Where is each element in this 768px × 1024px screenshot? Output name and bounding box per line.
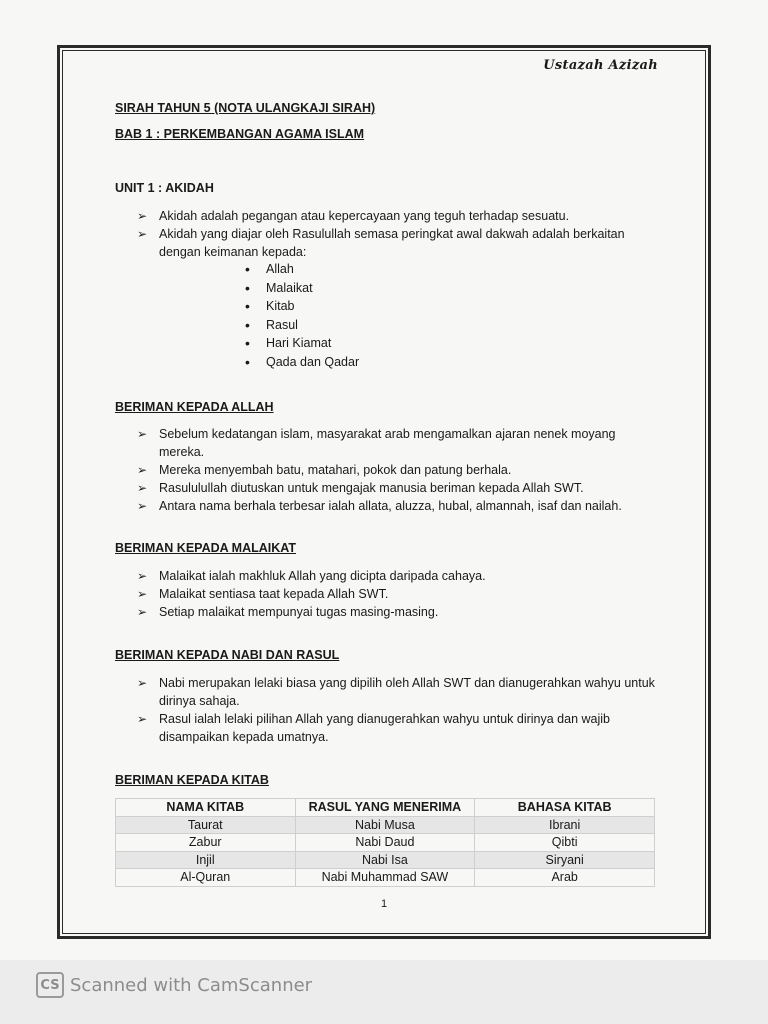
- list-item: ➢ Rasul ialah lelaki pilihan Allah yang dianugerahkan wahyu untuk dirinya dan wajib disampaikan kepada umatnya.: [137, 710, 657, 746]
- iman-pillars-list: [245, 260, 359, 371]
- table-cell: Arab: [475, 869, 655, 887]
- list-item: ➢ Malaikat ialah makhluk Allah yang dicipta daripada cahaya.: [137, 567, 657, 585]
- chapter-heading: BAB 1 : PERKEMBANGAN AGAMA ISLAM: [115, 127, 365, 141]
- list-item: • Qada dan Qadar: [245, 353, 359, 372]
- nabi-rasul-points: [137, 674, 657, 746]
- nabi-rasul-heading: BERIMAN KEPADA NABI DAN RASUL: [115, 648, 340, 662]
- kitab-heading: BERIMAN KEPADA KITAB: [115, 773, 269, 787]
- page-number: 1: [380, 898, 388, 910]
- table-cell: Qibti: [475, 834, 655, 852]
- list-item: • Rasul: [245, 316, 359, 335]
- table-cell: Al-Quran: [116, 869, 296, 887]
- table-cell: Nabi Musa: [295, 816, 475, 834]
- list-item: ➢ Malaikat sentiasa taat kepada Allah SWT.: [137, 585, 657, 603]
- table-cell: Nabi Muhammad SAW: [295, 869, 475, 887]
- author-signature: Ustazah Azizah: [543, 58, 658, 73]
- list-item: ➢ Rasululullah diutuskan untuk mengajak manusia beriman kepada Allah SWT.: [137, 479, 657, 497]
- table-row: [116, 869, 655, 887]
- table-cell: Taurat: [116, 816, 296, 834]
- table-cell: Nabi Isa: [295, 851, 475, 869]
- kitab-table: [115, 798, 655, 887]
- watermark-text: Scanned with CamScanner: [70, 974, 313, 996]
- table-row: [116, 816, 655, 834]
- list-item: ➢ Setiap malaikat mempunyai tugas masing-masing.: [137, 603, 657, 621]
- malaikat-heading: BERIMAN KEPADA MALAIKAT: [115, 541, 297, 555]
- column-header: NAMA KITAB: [116, 799, 296, 817]
- list-item: • Hari Kiamat: [245, 334, 359, 353]
- table-row: [116, 851, 655, 869]
- list-item: ➢ Antara nama berhala terbesar ialah allata, aluzza, hubal, almannah, isaf dan nailah.: [137, 497, 657, 515]
- list-item: ➢ Mereka menyembah batu, matahari, pokok dan patung berhala.: [137, 461, 657, 479]
- unit-heading: UNIT 1 : AKIDAH: [115, 181, 214, 195]
- column-header: RASUL YANG MENERIMA: [295, 799, 475, 817]
- document-title: SIRAH TAHUN 5 (NOTA ULANGKAJI SIRAH): [115, 101, 376, 115]
- list-item: ➢ Sebelum kedatangan islam, masyarakat arab mengamalkan ajaran nenek moyang mereka.: [137, 425, 657, 461]
- akidah-points: [137, 207, 657, 261]
- table-cell: Siryani: [475, 851, 655, 869]
- allah-points: [137, 425, 657, 515]
- list-item: ➢ Akidah adalah pegangan atau kepercayaan yang teguh terhadap sesuatu.: [137, 207, 657, 225]
- table-header-row: [116, 799, 655, 817]
- list-item: • Allah: [245, 260, 359, 279]
- allah-heading: BERIMAN KEPADA ALLAH: [115, 400, 274, 414]
- table-cell: Zabur: [116, 834, 296, 852]
- list-item: ➢ Nabi merupakan lelaki biasa yang dipilih oleh Allah SWT dan dianugerahkan wahyu untuk dirinya sahaja.: [137, 674, 657, 710]
- malaikat-points: [137, 567, 657, 621]
- camscanner-watermark: [36, 972, 312, 998]
- list-item: • Kitab: [245, 297, 359, 316]
- table-row: [116, 834, 655, 852]
- camscanner-logo-icon: CS: [36, 972, 64, 998]
- column-header: BAHASA KITAB: [475, 799, 655, 817]
- list-item: • Malaikat: [245, 279, 359, 298]
- table-cell: Ibrani: [475, 816, 655, 834]
- list-item: ➢ Akidah yang diajar oleh Rasulullah semasa peringkat awal dakwah adalah berkaitan dengan keimanan kepada:: [137, 225, 657, 261]
- table-cell: Injil: [116, 851, 296, 869]
- table-cell: Nabi Daud: [295, 834, 475, 852]
